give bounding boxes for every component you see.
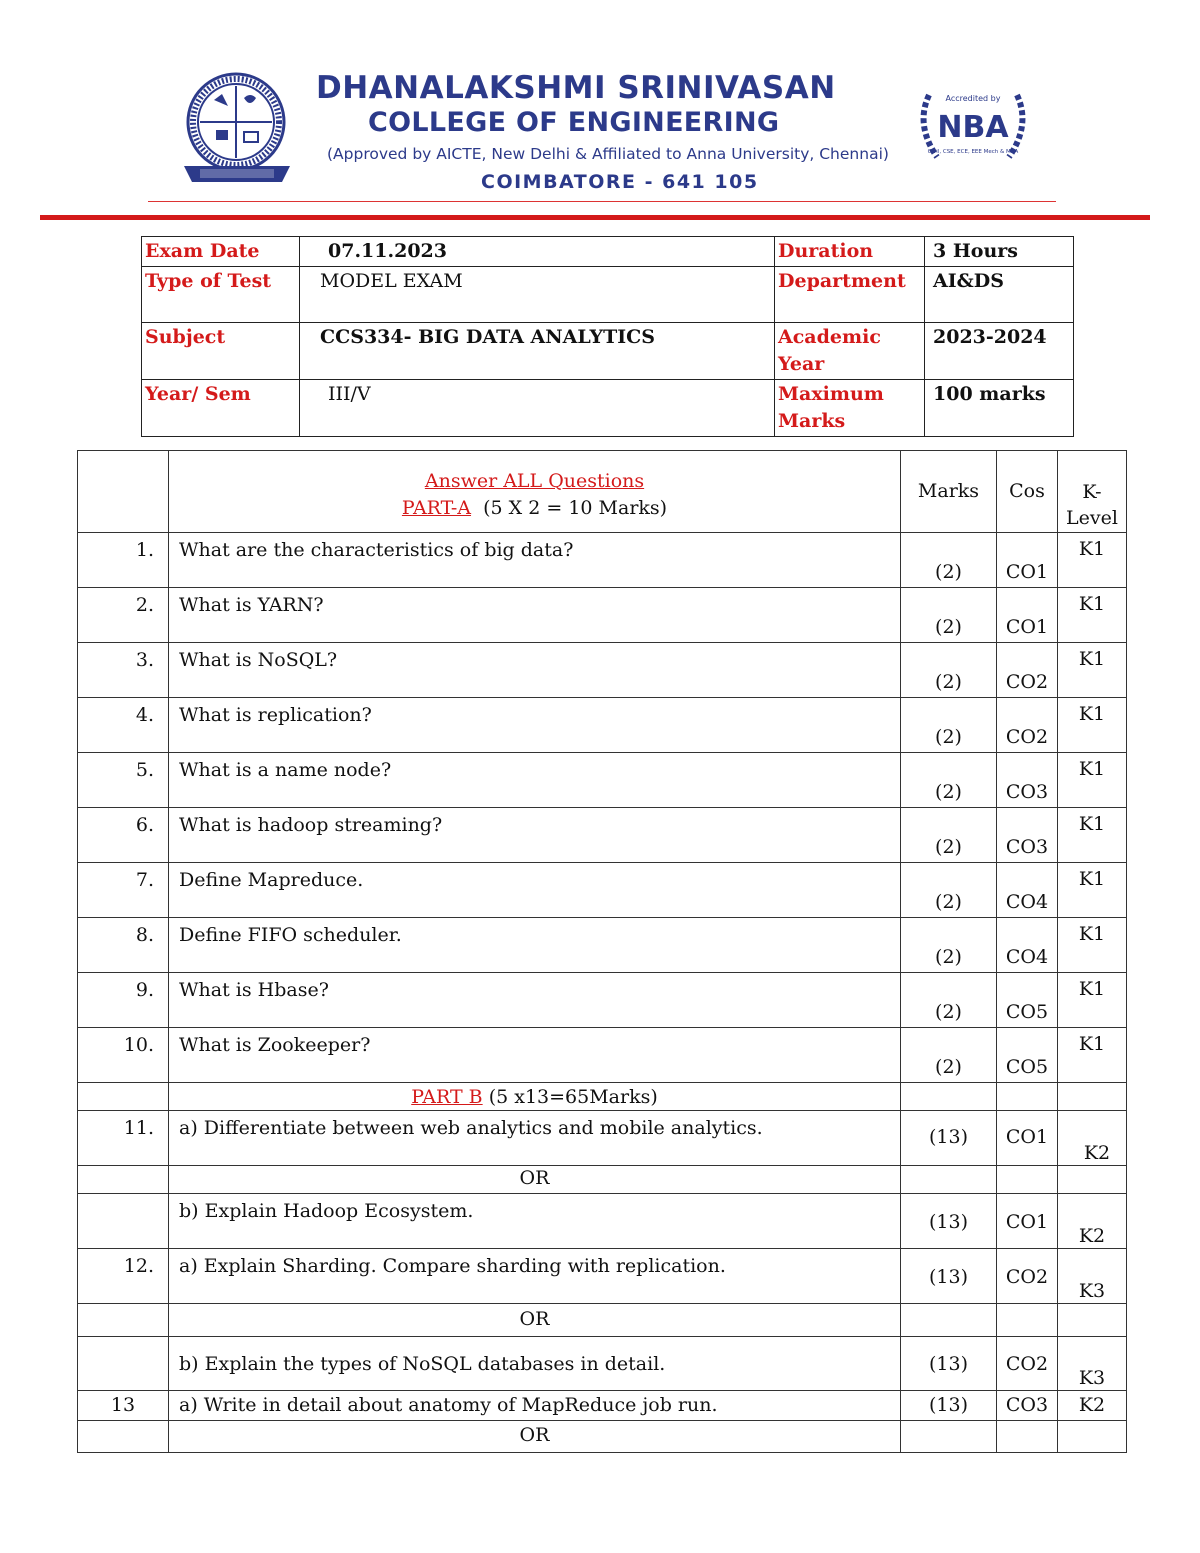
question-number: 9. — [78, 973, 169, 1028]
exam-date-value: 07.11.2023 — [300, 237, 775, 267]
question-marks: (13) — [901, 1391, 997, 1421]
question-k-level: K1 — [1058, 863, 1127, 918]
question-text: What is replication? — [169, 698, 901, 753]
question-k-level: K1 — [1058, 808, 1127, 863]
question-number: 7. — [78, 863, 169, 918]
question-co: CO4 — [997, 918, 1058, 973]
question-k-level: K1 — [1058, 918, 1127, 973]
or-row — [78, 1421, 1127, 1453]
college-city: COIMBATORE - 641 105 — [481, 171, 759, 193]
college-subtitle: COLLEGE OF ENGINEERING — [368, 107, 780, 138]
question-text: a) Explain Sharding. Compare sharding with replication. — [169, 1249, 901, 1304]
question-k-level: K1 — [1058, 1028, 1127, 1083]
question-co: CO4 — [997, 863, 1058, 918]
or-separator: OR — [169, 1421, 901, 1453]
instruction-text: Answer ALL Questions — [424, 470, 645, 492]
subject-label: Subject — [142, 323, 300, 380]
question-k-level: K3 — [1058, 1337, 1127, 1391]
question-k-level: K2 — [1058, 1391, 1127, 1421]
question-co: CO1 — [997, 1194, 1058, 1249]
question-number: 11. — [78, 1111, 169, 1166]
year-sem-value: III/V — [300, 380, 775, 437]
nba-text: NBA — [937, 110, 1009, 145]
question-marks: (2) — [901, 643, 997, 698]
nba-badge-logo — [915, 83, 1031, 173]
question-number: 3. — [78, 643, 169, 698]
question-number: 13 — [78, 1391, 169, 1421]
question-text: Define FIFO scheduler. — [169, 918, 901, 973]
table-row — [78, 973, 1127, 1028]
table-row — [78, 753, 1127, 808]
table-header-row — [78, 451, 1127, 533]
question-co: CO1 — [997, 533, 1058, 588]
max-marks-label: Maximum Marks — [775, 380, 925, 437]
part-b-label: PART B — [411, 1086, 483, 1108]
question-marks: (2) — [901, 1028, 997, 1083]
marks-column-header: Marks — [901, 451, 997, 533]
table-row — [78, 808, 1127, 863]
questions-table — [77, 450, 1127, 1453]
part-b-header-row — [78, 1083, 1127, 1111]
question-co: CO5 — [997, 1028, 1058, 1083]
or-row — [78, 1304, 1127, 1337]
nba-top-text: Accredited by — [945, 94, 1001, 103]
department-label: Department — [775, 267, 925, 323]
question-text: Define Mapreduce. — [169, 863, 901, 918]
max-marks-value: 100 marks — [925, 380, 1074, 437]
question-text: What are the characteristics of big data? — [169, 533, 901, 588]
question-number: 2. — [78, 588, 169, 643]
table-row — [78, 643, 1127, 698]
question-k-level: K1 — [1058, 588, 1127, 643]
question-k-level: K1 — [1058, 973, 1127, 1028]
table-row — [78, 1028, 1127, 1083]
question-marks: (2) — [901, 533, 997, 588]
table-row — [78, 588, 1127, 643]
year-sem-label: Year/ Sem — [142, 380, 300, 437]
question-text: What is Zookeeper? — [169, 1028, 901, 1083]
table-row — [78, 1391, 1127, 1421]
table-row — [78, 1111, 1127, 1166]
cos-column-header: Cos — [997, 451, 1058, 533]
approval-text: (Approved by AICTE, New Delhi & Affiliated to Anna University, Chennai) — [327, 145, 889, 163]
question-marks: (13) — [901, 1337, 997, 1391]
question-number: 1. — [78, 533, 169, 588]
question-co: CO3 — [997, 1391, 1058, 1421]
department-value: AI&DS — [925, 267, 1074, 323]
question-co: CO2 — [997, 698, 1058, 753]
k-level-column-header: K-Level — [1058, 451, 1127, 533]
question-marks: (2) — [901, 588, 997, 643]
duration-label: Duration — [775, 237, 925, 267]
header-divider-thin — [148, 201, 1056, 202]
question-number — [78, 1194, 169, 1249]
question-text: b) Explain the types of NoSQL databases in detail. — [169, 1337, 901, 1391]
subject-value: CCS334- BIG DATA ANALYTICS — [300, 323, 775, 380]
question-marks: (13) — [901, 1111, 997, 1166]
question-marks: (2) — [901, 918, 997, 973]
question-text: a) Differentiate between web analytics and mobile analytics. — [169, 1111, 901, 1166]
part-a-marks: (5 X 2 = 10 Marks) — [483, 497, 668, 519]
question-k-level: K1 — [1058, 643, 1127, 698]
question-text: a) Write in detail about anatomy of MapReduce job run. — [169, 1391, 901, 1421]
question-text: What is NoSQL? — [169, 643, 901, 698]
question-number: 6. — [78, 808, 169, 863]
question-text: What is YARN? — [169, 588, 901, 643]
question-co: CO2 — [997, 1337, 1058, 1391]
exam-date-label: Exam Date — [142, 237, 300, 267]
table-row — [78, 1249, 1127, 1304]
question-marks: (13) — [901, 1249, 997, 1304]
question-number: 8. — [78, 918, 169, 973]
question-co: CO1 — [997, 1111, 1058, 1166]
question-number: 5. — [78, 753, 169, 808]
type-of-test-value: MODEL EXAM — [300, 267, 775, 323]
nba-bottom-text: Civil, CSE, ECE, EEE Mech & MBA — [927, 149, 1019, 155]
academic-year-value: 2023-2024 — [925, 323, 1074, 380]
question-co: CO2 — [997, 1249, 1058, 1304]
duration-value: 3 Hours — [925, 237, 1074, 267]
question-co: CO1 — [997, 588, 1058, 643]
table-row — [78, 918, 1127, 973]
question-co: CO2 — [997, 643, 1058, 698]
table-row — [78, 863, 1127, 918]
header-divider-thick — [40, 215, 1150, 220]
question-co: CO3 — [997, 808, 1058, 863]
table-row — [78, 698, 1127, 753]
question-marks: (2) — [901, 698, 997, 753]
question-text: b) Explain Hadoop Ecosystem. — [169, 1194, 901, 1249]
question-marks: (2) — [901, 808, 997, 863]
exam-info-table — [141, 236, 1074, 437]
question-number: 10. — [78, 1028, 169, 1083]
or-separator: OR — [169, 1304, 901, 1337]
question-number: 12. — [78, 1249, 169, 1304]
college-seal-logo — [178, 70, 296, 186]
question-number — [78, 1337, 169, 1391]
question-k-level: K3 — [1058, 1249, 1127, 1304]
question-k-level: K1 — [1058, 698, 1127, 753]
or-separator: OR — [169, 1166, 901, 1194]
or-row — [78, 1166, 1127, 1194]
academic-year-label: Academic Year — [775, 323, 925, 380]
college-name: DHANALAKSHMI SRINIVASAN — [316, 70, 836, 106]
part-b-marks: (5 x13=65Marks) — [488, 1086, 658, 1108]
table-row — [78, 1194, 1127, 1249]
question-number: 4. — [78, 698, 169, 753]
question-k-level: K1 — [1058, 753, 1127, 808]
type-of-test-label: Type of Test — [142, 267, 300, 323]
question-marks: (13) — [901, 1194, 997, 1249]
table-row — [78, 533, 1127, 588]
question-text: What is a name node? — [169, 753, 901, 808]
question-k-level: K2 — [1058, 1111, 1127, 1166]
table-row — [78, 1337, 1127, 1391]
question-k-level: K2 — [1058, 1194, 1127, 1249]
question-marks: (2) — [901, 753, 997, 808]
question-co: CO5 — [997, 973, 1058, 1028]
question-k-level: K1 — [1058, 533, 1127, 588]
question-co: CO3 — [997, 753, 1058, 808]
question-text: What is Hbase? — [169, 973, 901, 1028]
part-a-label: PART-A — [401, 497, 472, 519]
question-marks: (2) — [901, 863, 997, 918]
question-text: What is hadoop streaming? — [169, 808, 901, 863]
question-marks: (2) — [901, 973, 997, 1028]
